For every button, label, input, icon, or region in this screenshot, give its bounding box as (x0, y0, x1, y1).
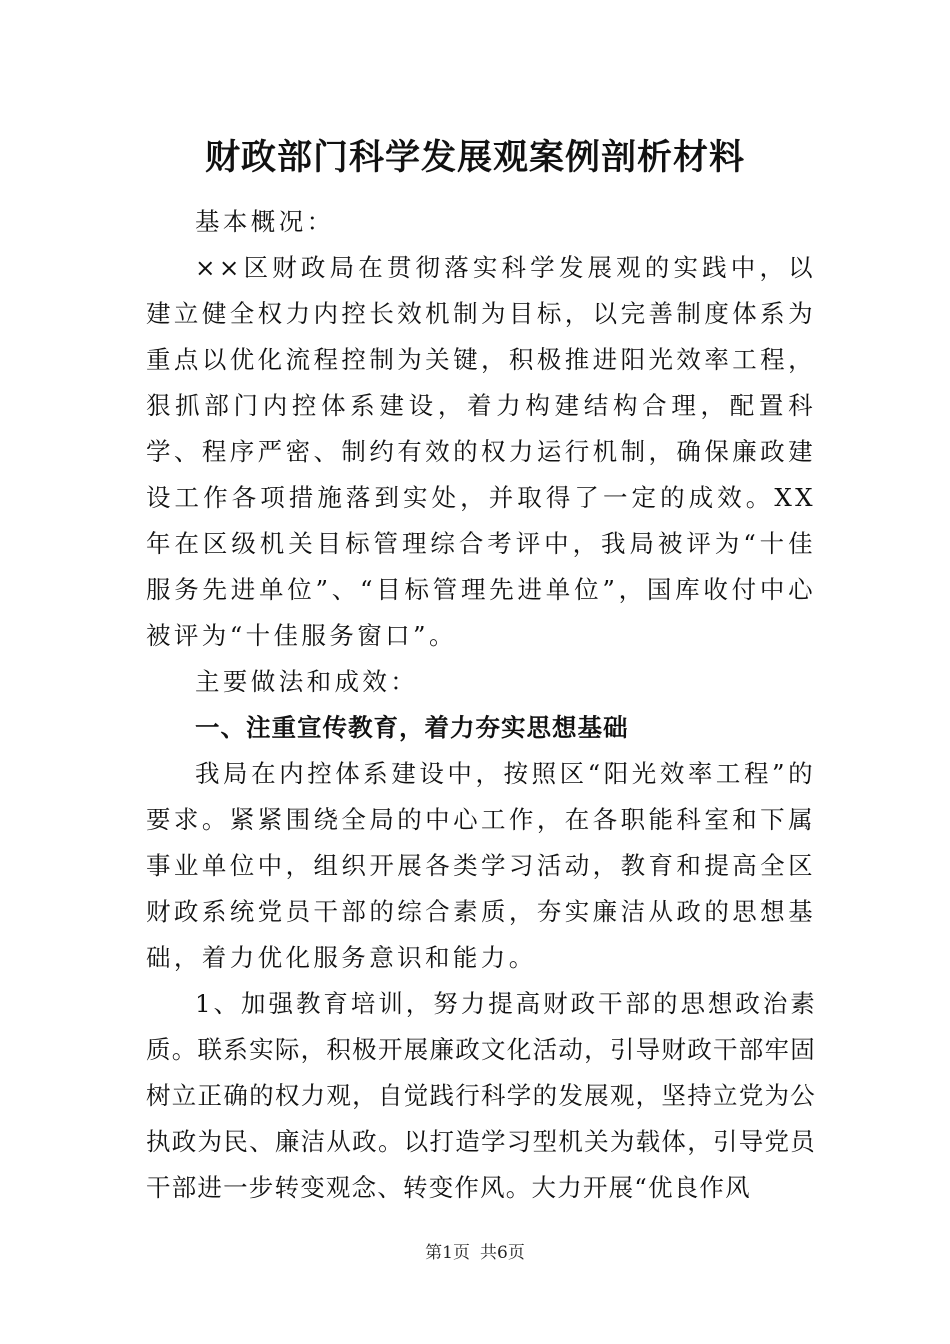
main-practices-label: 主要做法和成效： (195, 667, 419, 696)
basic-overview-label: 基本概况： (195, 207, 335, 236)
section-one-heading: 一、注重宣传教育，着力夯实思想基础 (195, 713, 629, 742)
overview-paragraph: ××区财政局在贯彻落实科学发展观的实践中，以建立健全权力内控长效机制为目标，以完善制度体系为重点以优化流程控制为关键，积极推进阳光效率工程，狠抓部门内控体系建设，着力构建结构合理，配置科学、程序严密、制约有效的权力运行机制，确保廉政建设工作各项措施落到实处，并取得了一定的成效。XX年在区级机关目标管理综合考评中，我局被评为“十佳服务先进单位”、“目标管理先进单位”，国库收付中心被评为“十佳服务窗口”。 (146, 253, 816, 650)
page-number-total: 共6页 (480, 1243, 525, 1263)
page-footer (0, 1241, 950, 1265)
page-number-current: 第1页 (425, 1243, 470, 1263)
item-one-paragraph: 1、加强教育培训，努力提高财政干部的思想政治素质。联系实际，积极开展廉政文化活动，引导财政干部牢固树立正确的权力观，自觉践行科学的发展观，坚持立党为公执政为民、廉洁从政。以打造学习型机关为载体，引导党员干部进一步转变观念、转变作风。大力开展“优良作风 (146, 989, 816, 1202)
section-one-paragraph: 我局在内控体系建设中，按照区“阳光效率工程”的要求。紧紧围绕全局的中心工作，在各职能科室和下属事业单位中，组织开展各类学习活动，教育和提高全区财政系统党员干部的综合素质，夯实廉洁从政的思想基础，着力优化服务意识和能力。 (146, 759, 816, 972)
document-body (146, 199, 816, 1211)
document-title: 财政部门科学发展观案例剖析材料 (204, 137, 745, 178)
